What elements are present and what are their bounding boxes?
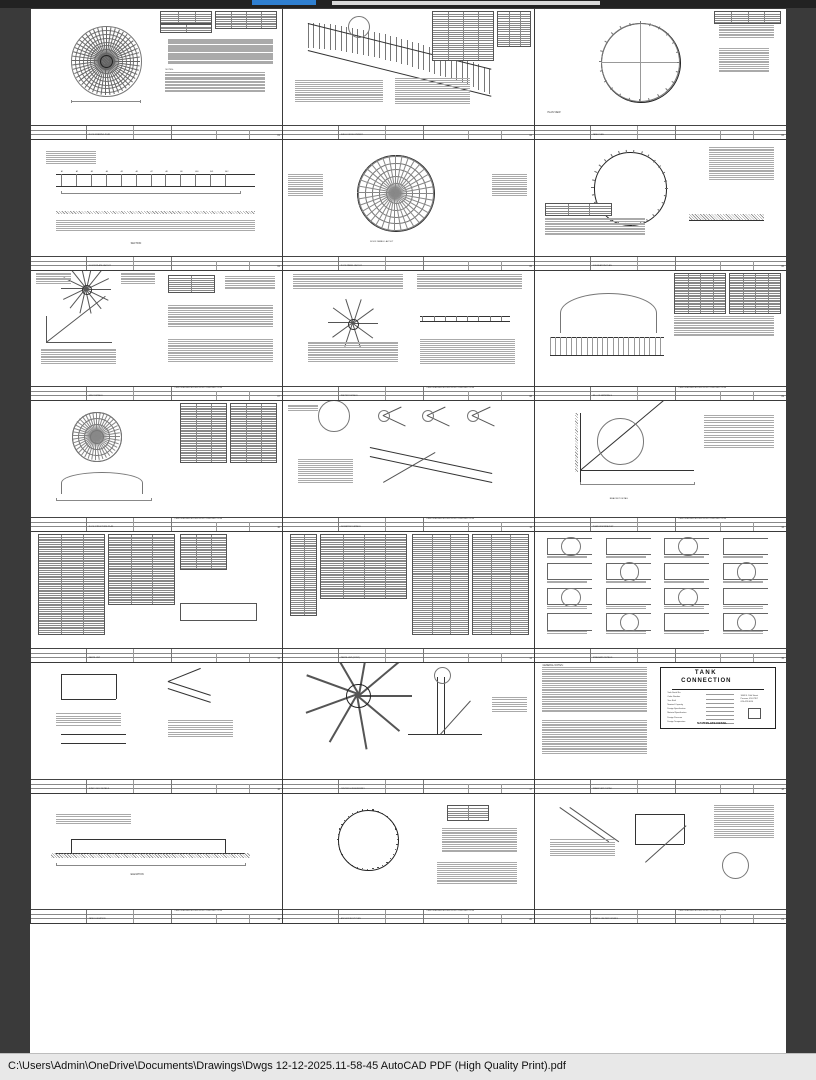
title-block-right bbox=[172, 518, 282, 531]
sheet-number: 14 bbox=[529, 656, 532, 660]
sheet-title: PLATFORM BRACKET bbox=[592, 526, 614, 528]
title-block-left bbox=[283, 649, 339, 662]
approval-note: CERTIFIED APPROVED FOR CONSTRUCTION bbox=[426, 910, 475, 912]
title-block-left bbox=[283, 257, 339, 270]
title-block-right bbox=[676, 126, 786, 139]
title-block bbox=[535, 386, 786, 400]
drawing-page[interactable] bbox=[282, 662, 535, 794]
title-block bbox=[31, 125, 282, 139]
approval-note: CERTIFIED APPROVED FOR CONSTRUCTION bbox=[174, 387, 223, 389]
title-block-center bbox=[339, 126, 425, 139]
nameplate-address-2: Parsons, KS 67357 bbox=[740, 697, 758, 700]
sheet-number: 06 bbox=[781, 264, 784, 268]
nameplate-field: Design Pressure bbox=[667, 716, 683, 719]
sheet-title: STANDARD DETAILS bbox=[592, 656, 613, 659]
title-block bbox=[31, 517, 282, 531]
title-block-center bbox=[339, 649, 425, 662]
nameplate-field: Order Number bbox=[667, 696, 681, 699]
sheet-number: 13 bbox=[277, 656, 280, 660]
approval-note: CERTIFIED APPROVED FOR CONSTRUCTION bbox=[426, 387, 475, 389]
title-block bbox=[535, 256, 786, 270]
drawing-page[interactable]: BRACKET DETAIL PLATFORM BRACKET CERTIFIED APPROVED FOR CONSTRUCTION 12 bbox=[534, 400, 787, 532]
title-block-right bbox=[424, 780, 534, 793]
approval-note: CERTIFIED APPROVED FOR CONSTRUCTION bbox=[678, 910, 727, 912]
title-block-right bbox=[424, 387, 534, 400]
title-block-center bbox=[339, 518, 425, 531]
title-block bbox=[31, 386, 282, 400]
sheet-number: 07 bbox=[277, 395, 280, 399]
approval-note: CERTIFIED APPROVED FOR CONSTRUCTION bbox=[174, 518, 223, 520]
approval-note: CERTIFIED APPROVED FOR CONSTRUCTION bbox=[678, 518, 727, 520]
title-block-center bbox=[87, 387, 173, 400]
sheet-title: SHELL DEVELOPMENT bbox=[340, 133, 363, 136]
nameplate-logo-line1: TANK bbox=[694, 669, 718, 676]
title-block-left bbox=[283, 910, 339, 923]
nameplate-field: Year Built bbox=[667, 700, 676, 703]
title-block-center bbox=[591, 780, 677, 793]
title-block bbox=[283, 779, 534, 793]
title-block-left bbox=[283, 518, 339, 531]
nameplate-field: Design Specification bbox=[667, 708, 686, 711]
drawing-page[interactable] bbox=[534, 793, 787, 925]
title-block bbox=[283, 517, 534, 531]
drawing-page[interactable] bbox=[30, 531, 283, 663]
drawing-page[interactable] bbox=[30, 400, 283, 532]
nameplate-box bbox=[660, 667, 777, 729]
title-block-right bbox=[424, 126, 534, 139]
approval-note: CERTIFIED APPROVED FOR CONSTRUCTION bbox=[426, 518, 475, 520]
title-block-left bbox=[31, 910, 87, 923]
sheet-number: 01 bbox=[277, 133, 280, 137]
sheet-title: ROOF FRAMING PLAN bbox=[88, 133, 111, 136]
sheet-number: 03 bbox=[781, 133, 784, 137]
nameplate-field: Material Specification bbox=[667, 712, 687, 715]
drawing-page[interactable]: A1 A2 A3 A4 A5 A6 A7 A8 A9 A10 A11 A12 SECTION FLOOR PLATE LAYOUT CERTIFIED APPROVED FOR CONSTRUCTION 04 bbox=[30, 139, 283, 271]
title-block bbox=[283, 909, 534, 923]
title-block-center bbox=[591, 387, 677, 400]
status-bar bbox=[0, 1053, 816, 1080]
approval-note: CERTIFIED APPROVED FOR CONSTRUCTION bbox=[678, 648, 727, 651]
nameplate-logo-line2: CONNECTION bbox=[681, 678, 732, 685]
drawing-page[interactable] bbox=[30, 662, 283, 794]
nameplate-field: Design Temperature bbox=[667, 720, 686, 723]
sheet-title: TANK PLAN bbox=[592, 133, 604, 136]
sheet-number: 12 bbox=[781, 526, 784, 529]
title-block-right bbox=[172, 780, 282, 793]
drawing-sheet[interactable] bbox=[30, 8, 786, 1054]
nameplate-field: Nominal Capacity bbox=[667, 704, 684, 707]
sheet-title: ROOF STRUCTURE PLAN bbox=[88, 526, 114, 528]
title-block-center bbox=[87, 780, 173, 793]
title-block-right bbox=[676, 387, 786, 400]
title-block-center bbox=[339, 387, 425, 400]
drawing-page[interactable] bbox=[282, 400, 535, 532]
title-block-center bbox=[87, 910, 173, 923]
title-block-left bbox=[283, 387, 339, 400]
sheet-title: NAMEPLATE DETAIL bbox=[592, 787, 613, 790]
sheet-title: STAIR & LADDER DETAILS bbox=[592, 918, 618, 921]
title-block-center bbox=[591, 910, 677, 923]
title-block-center bbox=[87, 126, 173, 139]
nameplate-address-1: 3609 N. 16th Street bbox=[740, 694, 759, 697]
title-block-left bbox=[535, 257, 591, 270]
title-block-left bbox=[535, 387, 591, 400]
active-tab-indicator[interactable] bbox=[252, 0, 316, 5]
file-path-text: C:\Users\Admin\OneDrive\Documents\Drawings\Dwgs 12-12-2025.11-58-45 AutoCAD PDF (High Quality Print).pdf bbox=[8, 1060, 566, 1072]
title-block-right bbox=[424, 910, 534, 923]
drawing-page[interactable] bbox=[282, 8, 535, 140]
title-block bbox=[31, 909, 282, 923]
nameplate-phone: 620-423-3010 bbox=[740, 700, 754, 703]
nameplate-field: Tank Serial No. bbox=[667, 692, 681, 695]
title-block-left bbox=[31, 780, 87, 793]
title-block-left bbox=[31, 649, 87, 662]
title-block-right bbox=[424, 518, 534, 531]
title-block bbox=[535, 125, 786, 139]
title-block-right bbox=[676, 649, 786, 662]
sheet-title: CENTER HUB ASSEMBLY bbox=[340, 787, 365, 790]
title-block-left bbox=[283, 780, 339, 793]
sheet-title: PARTS LIST (CONT) bbox=[340, 656, 360, 659]
sheet-title: SUMP / BOX DETAILS bbox=[88, 787, 110, 790]
sheet-number: 19 bbox=[277, 918, 280, 922]
sheet-number: 04 bbox=[277, 264, 280, 268]
title-block-right bbox=[676, 257, 786, 270]
approval-note: CERTIFIED APPROVED FOR CONSTRUCTION bbox=[174, 648, 223, 651]
title-block-left bbox=[31, 126, 87, 139]
title-block-center bbox=[87, 518, 173, 531]
sheet-title: PARTS LIST bbox=[88, 656, 101, 659]
title-block-right bbox=[424, 257, 534, 270]
title-block-right bbox=[172, 126, 282, 139]
title-block-center bbox=[339, 780, 425, 793]
sheet-number: 09 bbox=[781, 395, 784, 399]
drawing-page[interactable] bbox=[282, 793, 535, 925]
toolbar-strip bbox=[0, 0, 816, 8]
title-block-right bbox=[676, 518, 786, 531]
sheet-title: ISOMETRIC DETAILS bbox=[340, 526, 361, 528]
title-block-left bbox=[535, 910, 591, 923]
title-block bbox=[535, 779, 786, 793]
title-block-center bbox=[339, 910, 425, 923]
drawing-page[interactable]: PLAN VIEW TANK PLAN CERTIFIED APPROVED FOR CONSTRUCTION 03 bbox=[534, 8, 787, 140]
title-block bbox=[283, 386, 534, 400]
right-margin bbox=[786, 8, 816, 1054]
sheet-number: 15 bbox=[781, 656, 784, 660]
sheet-number: 17 bbox=[529, 787, 532, 791]
drawing-page[interactable]: NOTES: ROOF FRAMING PLAN CERTIFIED APPROVED FOR CONSTRUCTION 01 bbox=[30, 8, 283, 140]
title-block-left bbox=[31, 387, 87, 400]
approval-note: CERTIFIED APPROVED FOR CONSTRUCTION bbox=[174, 125, 223, 128]
sheet-title: FLOOR PLATE LAYOUT bbox=[88, 264, 111, 267]
approval-note: CERTIFIED APPROVED FOR CONSTRUCTION bbox=[426, 125, 475, 128]
nameplate-caption: NAMEPLATE DETAIL bbox=[697, 721, 728, 726]
approval-note: CERTIFIED APPROVED FOR CONSTRUCTION bbox=[174, 910, 223, 912]
title-block-right bbox=[424, 649, 534, 662]
title-block-left bbox=[535, 126, 591, 139]
sheet-number: 05 bbox=[529, 264, 532, 268]
approval-note: CERTIFIED APPROVED FOR CONSTRUCTION bbox=[174, 779, 223, 781]
sheet-title: MISC DETAILS bbox=[88, 395, 103, 398]
drawing-page[interactable] bbox=[534, 270, 787, 402]
title-block-left bbox=[535, 518, 591, 531]
toolbar-field bbox=[332, 1, 600, 5]
title-block-center bbox=[339, 257, 425, 270]
title-block bbox=[283, 256, 534, 270]
title-block bbox=[283, 648, 534, 662]
title-block-center bbox=[87, 257, 173, 270]
sheet-number: 20 bbox=[529, 918, 532, 922]
approval-note: CERTIFIED APPROVED FOR CONSTRUCTION bbox=[174, 256, 223, 258]
approval-note: CERTIFIED APPROVED FOR CONSTRUCTION bbox=[426, 779, 475, 781]
title-block-center bbox=[591, 126, 677, 139]
approval-note: CERTIFIED APPROVED FOR CONSTRUCTION bbox=[678, 125, 727, 128]
drawing-page[interactable] bbox=[534, 531, 787, 663]
title-block bbox=[31, 779, 282, 793]
title-block bbox=[535, 517, 786, 531]
drawing-page[interactable] bbox=[282, 270, 535, 402]
title-block-right bbox=[676, 910, 786, 923]
left-margin bbox=[0, 8, 30, 1054]
sheet-title: TANK ELEVATION bbox=[88, 918, 106, 921]
drawing-page[interactable] bbox=[282, 531, 535, 663]
sheet-number: 18 bbox=[781, 787, 784, 791]
title-block-left bbox=[31, 518, 87, 531]
sheet-title: BILL OF MATERIALS bbox=[592, 395, 612, 398]
sheet-number: 11 bbox=[529, 526, 532, 529]
title-block bbox=[31, 648, 282, 662]
title-block-left bbox=[535, 649, 591, 662]
drawing-page[interactable] bbox=[534, 139, 787, 271]
title-block bbox=[535, 909, 786, 923]
approval-note: CERTIFIED APPROVED FOR CONSTRUCTION bbox=[426, 256, 475, 258]
drawing-page[interactable]: GENERAL NOTES: TANK CONNECTION Tank Serial No. Order Number Year Built Nominal Capacity Design Specification Material Specification Design Pressure Design Temperature 3609 N. 16th Street Parsons, KS 67357 620-423-3010 NAMEPLATE DETAIL NAMEPLATE DETAIL CERTIFIED APPROVED FOR CONSTRUCTION 18 bbox=[534, 662, 787, 794]
sheet-number: 16 bbox=[277, 787, 280, 791]
title-block-right bbox=[172, 910, 282, 923]
sheet-title: RAFTER DETAILS bbox=[340, 395, 358, 398]
title-block-center bbox=[591, 257, 677, 270]
sheet-number: 08 bbox=[529, 395, 532, 399]
approval-note: CERTIFIED APPROVED FOR CONSTRUCTION bbox=[678, 387, 727, 389]
title-block-left bbox=[31, 257, 87, 270]
drawing-page[interactable] bbox=[30, 270, 283, 402]
sheet-number: 21 bbox=[781, 918, 784, 922]
sheet-number: 10 bbox=[277, 526, 280, 529]
title-block-right bbox=[172, 387, 282, 400]
approval-note: CERTIFIED APPROVED FOR CONSTRUCTION bbox=[426, 648, 475, 651]
title-block bbox=[535, 648, 786, 662]
drawing-page[interactable]: ELEVATION TANK ELEVATION CERTIFIED APPROVED FOR CONSTRUCTION 19 bbox=[30, 793, 283, 925]
drawing-page[interactable]: ROOF PANEL LAYOUT ROOF PANEL LAYOUT CERTIFIED APPROVED FOR CONSTRUCTION 05 bbox=[282, 139, 535, 271]
title-block-left bbox=[535, 780, 591, 793]
title-block-right bbox=[172, 649, 282, 662]
title-block-right bbox=[676, 780, 786, 793]
sheet-title: FOUNDATION PLAN bbox=[592, 264, 612, 267]
title-block-left bbox=[283, 126, 339, 139]
sheet-number: 02 bbox=[529, 133, 532, 137]
approval-note: CERTIFIED APPROVED FOR CONSTRUCTION bbox=[678, 779, 727, 781]
title-block bbox=[31, 256, 282, 270]
title-block-center bbox=[591, 649, 677, 662]
title-block bbox=[283, 125, 534, 139]
title-block-center bbox=[591, 518, 677, 531]
page-grid bbox=[30, 8, 786, 1054]
approval-note: CERTIFIED APPROVED FOR CONSTRUCTION bbox=[678, 256, 727, 258]
title-block-right bbox=[172, 257, 282, 270]
title-block-center bbox=[87, 649, 173, 662]
sheet-title: ROOF PANEL LAYOUT bbox=[340, 264, 362, 267]
sheet-title: ANCHOR BOLT PLAN bbox=[340, 918, 361, 921]
